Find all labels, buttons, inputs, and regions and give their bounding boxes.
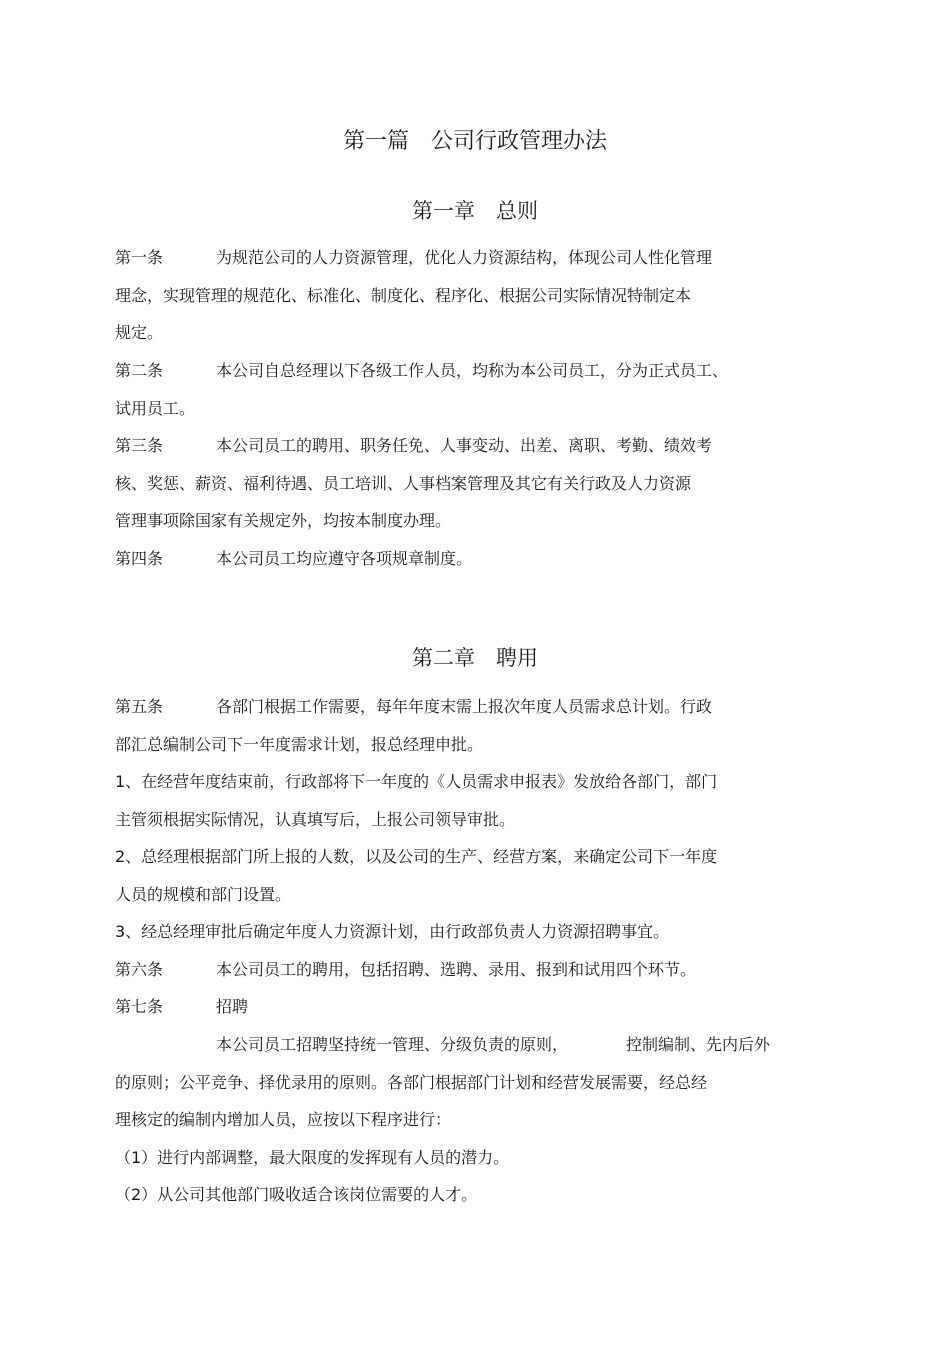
article-3-line-2: 核、奖惩、薪资、福利待遇、员工培训、人事档案管理及其它有关行政及人力资源 <box>115 474 692 493</box>
article-3-line-3: 管理事项除国家有关规定外，均按本制度办理。 <box>115 511 452 530</box>
article-label: 第三条 <box>115 436 164 455</box>
article-text: 本公司员工招聘坚持统一管理、分级负责的原则， <box>216 1035 569 1054</box>
article-label: 第四条 <box>115 549 164 568</box>
item-1-line-1: 1、在经营年度结束前，行政部将下一年度的《人员需求申报表》发放给各部门，部门 <box>115 772 718 791</box>
item-3-line-1: 3、经总经理审批后确定年度人力资源计划，由行政部负责人力资源招聘事宜。 <box>115 922 670 941</box>
article-text: 本公司员工的聘用，包括招聘、选聘、录用、报到和试用四个环节。 <box>216 960 697 979</box>
chapter-1-title: 第一章 总则 <box>412 199 538 223</box>
item-1-line-2: 主管须根据实际情况，认真填写后，上报公司领导审批。 <box>115 810 516 829</box>
part-title: 第一篇 公司行政管理办法 <box>342 129 607 154</box>
procedure-item-2: （2）从公司其他部门吸收适合该岗位需要的人才。 <box>115 1185 478 1204</box>
article-label: 第六条 <box>115 960 164 979</box>
article-text: 本公司员工的聘用、职务任免、人事变动、出差、离职、考勤、绩效考 <box>216 436 713 455</box>
article-5-line-2: 部汇总编制公司下一年度需求计划，报总经理申批。 <box>115 735 484 754</box>
article-3-line-1 <box>115 435 712 457</box>
article-text: 各部门根据工作需要，每年年度末需上报次年度人员需求总计划。行政 <box>216 697 713 716</box>
article-label: 第七条 <box>115 997 164 1016</box>
article-2-line-1 <box>115 360 728 382</box>
procedure-item-1: （1）进行内部调整，最大限度的发挥现有人员的潜力。 <box>115 1148 510 1167</box>
article-7-para-line-1 <box>115 1034 770 1056</box>
article-7-para-line-3: 理核定的编制内增加人员，应按以下程序进行： <box>115 1110 452 1129</box>
item-2-line-1: 2、总经理根据部门所上报的人数，以及公司的生产、经营方案，来确定公司下一年度 <box>115 847 718 866</box>
article-1-line-2: 理念，实现管理的规范化、标准化、制度化、程序化、根据公司实际情况特制定本 <box>115 286 692 305</box>
article-1-line-3: 规定。 <box>115 323 164 342</box>
article-label: 第五条 <box>115 697 164 716</box>
article-2-line-2: 试用员工。 <box>115 399 196 418</box>
item-2-line-2: 人员的规模和部门设置。 <box>115 885 292 904</box>
article-label: 第一条 <box>115 248 164 267</box>
chapter-2-title: 第二章 聘用 <box>412 646 538 670</box>
article-text: 本公司员工均应遵守各项规章制度。 <box>216 549 473 568</box>
article-1-line-1 <box>115 247 712 269</box>
article-5-line-1 <box>115 696 712 718</box>
article-4-line-1 <box>115 548 472 570</box>
article-6-line-1 <box>115 959 696 981</box>
article-text: 招聘 <box>216 997 249 1016</box>
article-7-line-1 <box>115 996 248 1018</box>
article-label: 第二条 <box>115 361 164 380</box>
article-text: 为规范公司的人力资源管理，优化人力资源结构，体现公司人性化管理 <box>216 248 713 267</box>
article-text: 本公司自总经理以下各级工作人员，均称为本公司员工，分为正式员工、 <box>216 361 729 380</box>
article-7-para-line-2: 的原则；公平竞争、择优录用的原则。各部门根据部门计划和经营发展需要，经总经 <box>115 1073 708 1092</box>
article-text: 控制编制、先内后外 <box>626 1035 771 1054</box>
